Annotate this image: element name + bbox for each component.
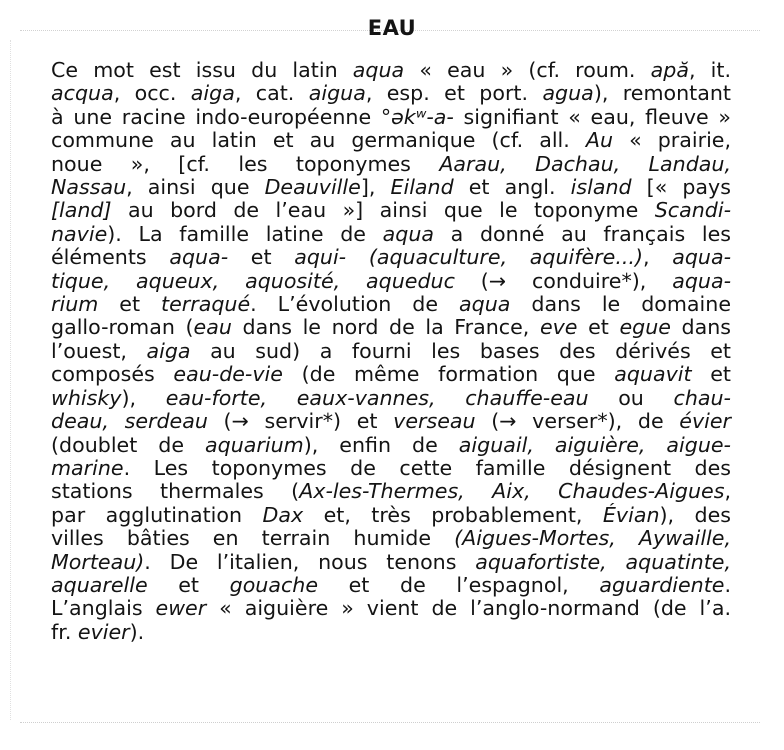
text-line: Ce mot est issu du latin aqua « eau » (cf. roum. apă, it. [51, 58, 731, 82]
text-line: fr. evier). [51, 619, 145, 644]
text-line: stations thermales (Ax-les-Thermes, Aix, Chaudes-Aigues, [51, 479, 731, 504]
text-line: deau, serdeau (→ servir*) et verseau (→ verser*), de évier [51, 409, 731, 434]
text-line: L’anglais ewer « aiguière » vient de l’anglo-normand (de l’a. [51, 596, 731, 621]
text-line: composés eau-de-vie (de même formation que aquavit et [51, 362, 731, 387]
text-line: noue », [cf. les toponymes Aarau, Dachau, Landau, [51, 151, 731, 176]
text-line: l’ouest, aiga au sud) a fourni les bases des dérivés et [51, 338, 731, 363]
text-line: [land] au bord de l’eau »] ainsi que le toponyme Scandi- [51, 198, 731, 223]
text-line: villes bâties en terrain humide (Aigues-Mortes, Aywaille, [51, 526, 731, 551]
scan-noise-left [10, 40, 12, 720]
text-line: éléments aqua- et aqui- (aquaculture, aquifère...), aqua- [51, 245, 732, 270]
text-line: commune au latin et au germanique (cf. all. Au « prairie, [51, 128, 732, 153]
entry-title: EAU [367, 16, 417, 40]
entry-body [51, 59, 731, 644]
text-line: Nassau, ainsi que Deauville], Eiland et angl. island [« pays [51, 175, 731, 200]
text-line: marine. Les toponymes de cette famille désignent des [51, 455, 731, 480]
text-line: rium et terraqué. L’évolution de aqua dans le domaine [51, 292, 731, 317]
scan-noise-bottom [20, 722, 760, 724]
text-line: acqua, occ. aiga, cat. aigua, esp. et port. agua), remontant [51, 81, 731, 106]
text-line: tique, aqueux, aquosité, aqueduc (→ conduire*), aqua- [51, 268, 731, 293]
text-line: (doublet de aquarium), enfin de aiguail, aiguière, aigue- [51, 432, 731, 457]
text-line: navie). La famille latine de aqua a donné au français les [51, 221, 731, 246]
text-line: aquarelle et gouache et de l’espagnol, aguardiente. [51, 572, 731, 597]
text-line: Morteau). De l’italien, nous tenons aquafortiste, aquatinte, [51, 549, 732, 574]
text-line: à une racine indo-européenne °əkʷ-a- signifiant « eau, fleuve » [51, 104, 731, 129]
text-line: whisky), eau-forte, eaux-vannes, chauffe-eau ou chau- [51, 385, 731, 410]
text-line: par agglutination Dax et, très probablement, Évian), des [51, 502, 731, 527]
text-line: gallo-roman (eau dans le nord de la France, eve et egue dans [51, 315, 732, 340]
